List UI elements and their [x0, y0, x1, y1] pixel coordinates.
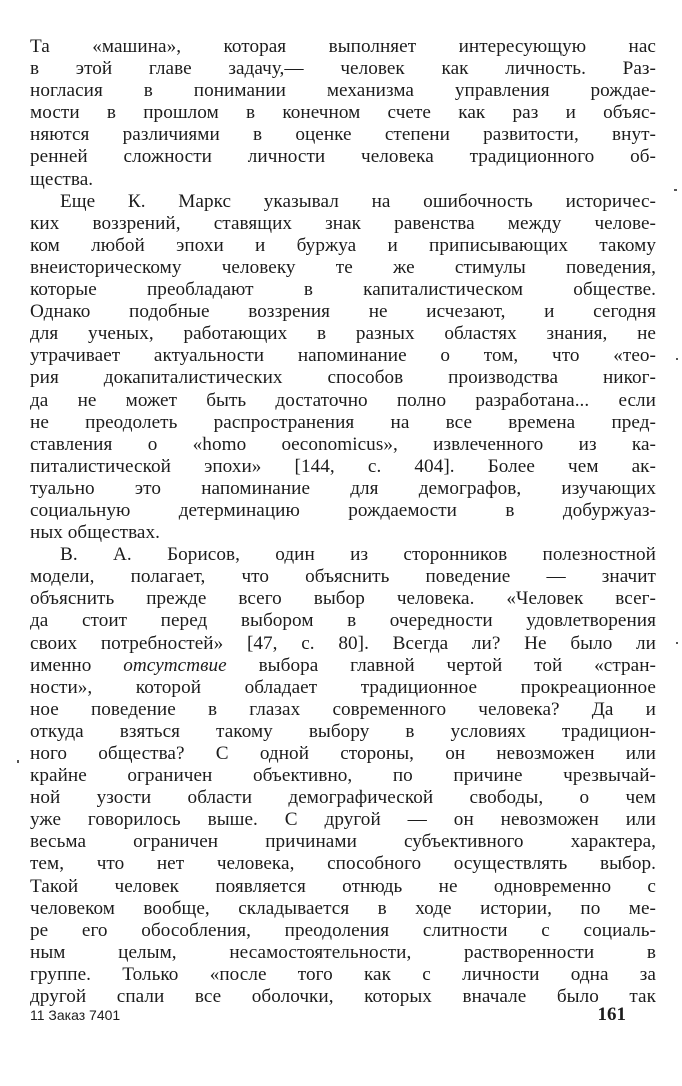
text-line: своих потребностей» [47, с. 80]. Всегда ли? Не было ли — [30, 632, 656, 654]
text-line: да не может быть достаточно полно разработана... если — [30, 389, 656, 411]
text-line: ным целым, несамостоятельности, растворенности в — [30, 941, 656, 963]
text-line: рия докапиталистических способов производства никог- — [30, 367, 656, 389]
text-line — [30, 655, 656, 677]
text-line: объяснить прежде всего выбор человека. «Человек всег- — [30, 588, 656, 610]
text-line: ной узости области демографической свободы, о чем — [30, 787, 656, 809]
scan-speck — [674, 189, 677, 191]
text-line: Такой человек появляется отнюдь не одновременно с — [30, 875, 656, 897]
text-line: Та «машина», которая выполняет интересующую нас — [30, 36, 656, 57]
text-line: ставления о «homo oeconomicus», извлеченного из ка- — [30, 433, 656, 455]
scan-speck — [676, 358, 678, 360]
text-line: социальную детерминацию рождаемости в добуржуаз- — [30, 499, 656, 521]
text-line: человеком вообще, складывается в ходе истории, по ме- — [30, 897, 656, 919]
text-line: ных обществах. — [30, 522, 160, 544]
text-line: модели, полагает, что объяснить поведение — значит — [30, 566, 656, 588]
text-segment: выбора главной чертой той «стран- — [226, 654, 656, 676]
text-line: утрачивает актуальности напоминание о том, что «тео- — [30, 345, 656, 367]
emphasized-word: отсутствие — [123, 654, 227, 676]
text-line: ногласия в понимании механизма управления рождае- — [30, 80, 656, 102]
text-line: весьма ограничен причинами субъективного характера, — [30, 831, 656, 853]
text-line: другой спали все оболочки, которых вначале было так — [30, 986, 656, 1008]
text-line: тем, что нет человека, способного осуществлять выбор. — [30, 853, 656, 875]
printer-signature: 11 Заказ 7401 — [30, 1007, 121, 1023]
text-line: ком любой эпохи и буржуа и приписывающих такому — [30, 234, 656, 256]
page-number: 161 — [597, 1004, 626, 1025]
text-line: няются различиями в оценке степени развитости, внут- — [30, 124, 656, 146]
text-line: не преодолеть распространения на все времена пред- — [30, 411, 656, 433]
text-line: ное поведение в глазах современного человека? Да и — [30, 698, 656, 720]
paragraph-first-line: В. А. Борисов, один из сторонников полезностной — [60, 544, 656, 566]
text-line: туально это напоминание для демографов, изучающих — [30, 477, 656, 499]
text-line: ности», которой обладает традиционное прокреационное — [30, 676, 656, 698]
text-line: ких воззрений, ставящих знак равенства между челове- — [30, 212, 656, 234]
text-line: ного общества? С одной стороны, он невозможен или — [30, 743, 656, 764]
text-line: внеисторическому человеку те же стимулы поведения, — [30, 256, 656, 278]
text-line: крайне ограничен объективно, по причине чрезвычай- — [30, 765, 656, 787]
text-line: ре его обособления, преодоления слитности с социаль- — [30, 919, 656, 941]
text-line: ренней сложности личности человека традиционного об- — [30, 146, 656, 168]
body-text — [30, 36, 656, 1008]
text-line: мости в прошлом в конечном счете как раз и объяс- — [30, 102, 656, 124]
text-line: в этой главе задачу,— человек как личность. Раз- — [30, 58, 656, 80]
text-line: откуда взяться такому выбору в условиях традицион- — [30, 720, 656, 742]
text-line: да стоит перед выбором в очередности удовлетворения — [30, 610, 656, 632]
page-footer — [30, 1004, 656, 1026]
text-line: для ученых, работающих в разных областях знания, не — [30, 323, 656, 345]
text-line: Однако подобные воззрения не исчезают, и сегодня — [30, 301, 656, 323]
text-line: питалистической эпохи» [144, с. 404]. Более чем ак- — [30, 455, 656, 477]
scan-speck — [676, 642, 678, 644]
text-line: щества. — [30, 168, 94, 190]
text-line: группе. Только «после того как с личности одна за — [30, 963, 656, 985]
text-line: уже говорилось выше. С другой — он невозможен или — [30, 809, 656, 831]
paragraph-first-line: Еще К. Маркс указывал на ошибочность историчес- — [60, 190, 656, 212]
scan-speck — [17, 760, 19, 763]
text-segment: именно — [30, 654, 124, 676]
text-line: которые преобладают в капиталистическом обществе. — [30, 279, 656, 301]
